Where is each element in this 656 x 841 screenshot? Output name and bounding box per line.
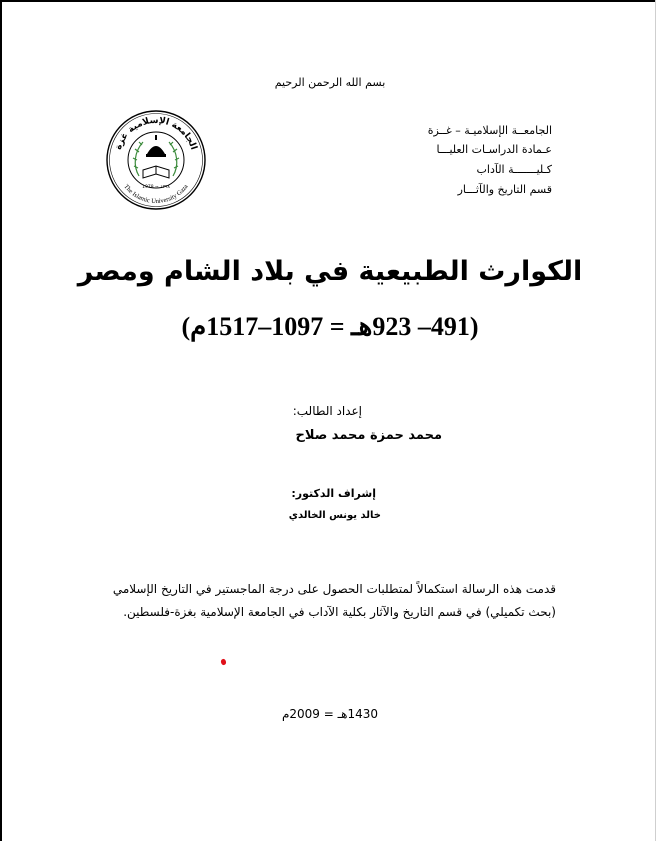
page-frame-left: [0, 0, 2, 841]
thesis-title: الكوارث الطبيعية في بلاد الشام ومصر: [77, 256, 583, 287]
student-name: محمد حمزة محمد صلاح: [295, 428, 442, 443]
supervisor-label: إشراف الدكتور:: [291, 487, 376, 500]
basmala: بسم الله الرحمن الرحيم: [274, 76, 386, 89]
university-logo: [105, 108, 207, 212]
red-ink-mark: [220, 658, 227, 666]
logo-arabic-text: الجامعة الإسلامية غزة: [113, 115, 199, 152]
logo-english-text: The Islamic University Gaza: [122, 183, 190, 206]
submission-date: 1430هـ = 2009م: [281, 707, 379, 721]
institution-university: الجامعــة الإسلاميـة – غــزة: [427, 124, 552, 137]
supervisor-name: خالد يونس الخالدي: [288, 510, 381, 521]
logo-year-text: 1978 ~ ١٣٩٨: [142, 185, 170, 190]
institution-faculty: كـليـــــــة الآداب: [476, 163, 552, 176]
page-frame-top: [0, 0, 656, 2]
institution-deanship: عـمادة الدراسـات العليـــا: [436, 143, 552, 156]
institution-department: قسم التاريخ والآثـــار: [457, 183, 552, 196]
student-label: إعداد الطالب:: [292, 404, 362, 418]
submission-note-line-1: قدمت هذه الرسالة استكمالاً لمتطلبات الحصول على درجة الماجستير في التاريخ الإسلامي: [112, 582, 556, 596]
submission-note-line-2: (بحث تكميلي) في قسم التاريخ والآثار بكلية الآداب في الجامعة الإسلامية بغزة-فلسطين.: [123, 605, 556, 619]
thesis-subtitle: (491– 923هـ = 1097–1517م): [181, 312, 479, 341]
